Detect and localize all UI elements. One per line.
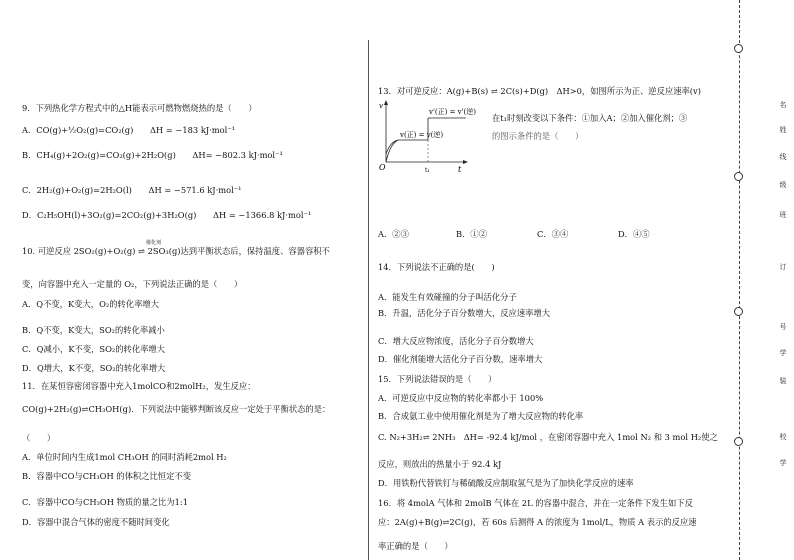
q16-stem-1: 16．将 4molA 气体和 2molB 气体在 2L 的容器中混合，并在一定条件下发生如下反 — [378, 498, 693, 508]
q16-stem-2: 应：2A(g)+B(g)⇌2C(g)，若 60s 后测得 A 的浓度为 1mol/L，物质 A 表示的反应速 — [378, 517, 697, 527]
q15-stem: 15．下列说法错误的是（ ） — [378, 374, 497, 384]
binding-char: 名 — [779, 101, 787, 109]
q16-stem-3: 率正确的是（ ） — [378, 541, 453, 551]
binding-dashed-line — [739, 0, 740, 560]
binding-hole — [734, 172, 743, 181]
q13-option-c: C．③④ — [537, 229, 569, 239]
q13-rate-graph — [378, 100, 476, 175]
q11-stem-1: 11．在某恒容密闭容器中充入1molCO和2molH₂，发生反应： — [22, 381, 256, 391]
q13-option-a: A．②③ — [378, 229, 409, 239]
binding-char: 号 — [779, 323, 787, 331]
q10-stem-2: 变，向容器中充入一定量的 O₂，下列说法正确的是（ ） — [22, 279, 243, 289]
q10-catalyst-label: 催化剂 — [146, 240, 162, 246]
binding-hole — [734, 437, 743, 446]
graph-x-arrow — [463, 160, 468, 164]
q14-stem: 14．下列说法不正确的是( ) — [378, 262, 495, 272]
q9-option-c: C．2H₂(g)+O₂(g)=2H₂O(l) ΔH = −571.6 kJ·mol⁻¹ — [22, 185, 242, 195]
q11-option-d: D．容器中混合气体的密度不随时间变化 — [22, 517, 170, 527]
binding-hole — [734, 307, 743, 316]
binding-char: 级 — [779, 181, 787, 189]
binding-hole — [734, 44, 743, 53]
q14-option-b: B．升温，活化分子百分数增大，反应速率增大 — [378, 308, 551, 318]
q14-option-d: D．催化剂能增大活化分子百分数，速率增大 — [378, 354, 543, 364]
binding-char: 姓 — [779, 126, 787, 134]
binding-char: 订 — [779, 263, 787, 271]
graph-origin-label: O — [379, 163, 386, 172]
graph-t1-label: t₁ — [425, 167, 430, 174]
q15-option-c: C. N₂+3H₂⇌ 2NH₃ ΔH= -92.4 kJ/mol ，在密闭容器中充入 1mol N₂ 和 3 mol H₂使之 — [378, 432, 718, 442]
q15-option-d: D．用铁粉代替铁钉与稀硫酸反应制取氢气是为了加快化学反应的速率 — [378, 478, 634, 488]
q11-paren: （ ） — [22, 433, 56, 443]
column-divider — [368, 40, 369, 560]
q13-stem-3: 的图示条件的是（ ） — [492, 131, 584, 141]
binding-char: 学 — [779, 459, 787, 467]
q10-option-d: D．Q增大，K不变，SO₂的转化率增大 — [22, 363, 166, 373]
binding-char: 校 — [779, 433, 787, 441]
q10-option-b: B．Q不变，K变大，SO₂的转化率减小 — [22, 325, 165, 335]
q10-option-a: A．Q不变，K变大，O₂的转化率增大 — [22, 299, 159, 309]
q15-option-c-continued: 反应，则放出的热量小于 92.4 kJ — [378, 459, 502, 469]
q13-stem-2: 在t₁时刻改变以下条件：①加入A；②加入催化剂；③ — [492, 113, 688, 123]
binding-char: 线 — [779, 153, 787, 161]
q14-option-a: A．能发生有效碰撞的分子叫活化分子 — [378, 292, 517, 302]
q13-option-d: D．④⑤ — [618, 229, 650, 239]
q13-stem-1: 13．对可逆反应：A(g)+B(s) ⇌ 2C(s)+D(g) ΔH>0，如图所示为正、逆反应速率(v) — [378, 86, 701, 96]
q9-option-d: D．C₂H₅OH(l)+3O₂(g)=2CO₂(g)+3H₂O(g) ΔH = −1366.8 kJ·mol⁻¹ — [22, 210, 312, 220]
q11-option-a: A．单位时间内生成1mol CH₃OH 的同时消耗2mol H₂ — [22, 452, 227, 462]
q9-option-b: B．CH₄(g)+2O₂(g)=CO₂(g)+2H₂O(g) ΔH= −802.3 kJ·mol⁻¹ — [22, 150, 283, 160]
q13-option-b: B．①② — [456, 229, 487, 239]
binding-char: 装 — [779, 377, 787, 385]
q15-option-a: A．可逆反应中反应物的转化率都小于 100% — [378, 393, 544, 403]
q14-option-c: C．增大反应物浓度，活化分子百分数增大 — [378, 336, 534, 346]
q9-option-a: A．CO(g)+½O₂(g)=CO₂(g) ΔH = −183 kJ·mol⁻¹ — [22, 125, 236, 135]
binding-char: 班 — [779, 211, 787, 219]
binding-char: 学 — [779, 349, 787, 357]
graph-forward-curve — [386, 140, 428, 154]
q15-option-b: B．合成氨工业中使用催化剂是为了增大反应物的转化率 — [378, 411, 584, 421]
q10-stem-1: 10. 可逆反应 2SO₂(g)+O₂(g) ⇌ 2SO₃(g)达到平衡状态后，保持温度、容器容积不 — [22, 246, 330, 256]
binding-margin — [730, 0, 748, 560]
q11-stem-2: CO(g)+2H₂(g)⇌CH₃OH(g)．下列说法中能够判断该反应一定处于平衡状态的是： — [22, 404, 331, 414]
q9-stem: 9．下列热化学方程式中的△H能表示可燃物燃烧热的是（ ） — [22, 103, 257, 113]
q11-option-b: B．容器中CO与CH₃OH 的体积之比恒定不变 — [22, 471, 191, 481]
q11-option-c: C．容器中CO与CH₃OH 物质的量之比为1:1 — [22, 497, 188, 507]
graph-lower-label: v(正) = v(逆) — [400, 131, 444, 139]
graph-upper-label: v'(正) = v'(逆) — [429, 108, 476, 116]
graph-y-arrow — [384, 100, 388, 105]
graph-y-label: v — [379, 102, 383, 110]
graph-x-label: t — [458, 165, 462, 174]
q10-option-c: C．Q减小，K不变，SO₂的转化率增大 — [22, 344, 166, 354]
